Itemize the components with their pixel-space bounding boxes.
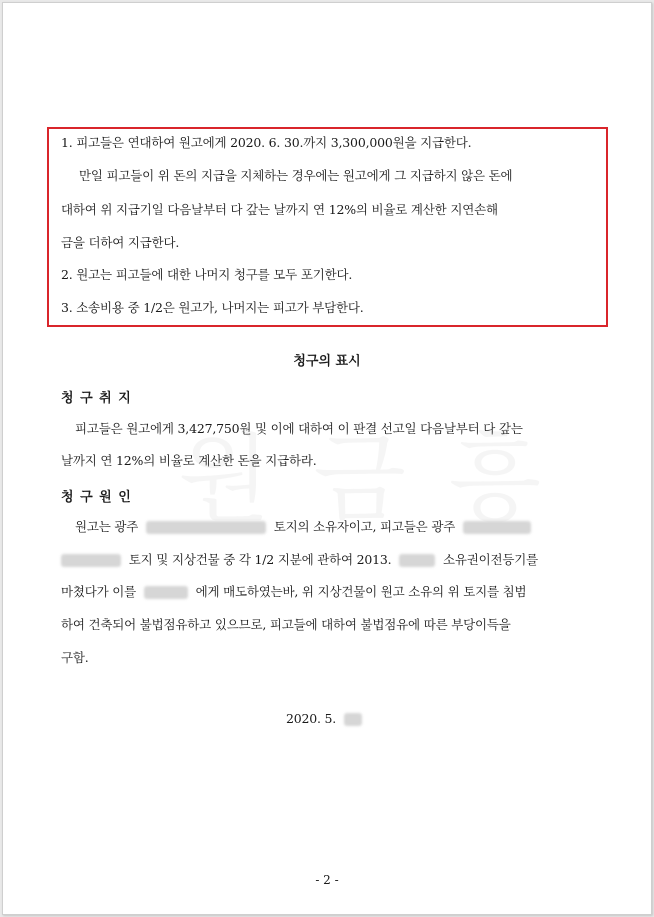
section-title: 청구의 표시	[293, 354, 361, 369]
redacted-date	[399, 554, 435, 567]
item-1-line-4: 금을 더하여 지급한다.	[61, 235, 180, 250]
claim-cause-heading: 청 구 원 인	[61, 490, 132, 505]
claim-cause-line-4: 하여 건축되어 불법점유하고 있으므로, 피고들에 대하여 불법점유에 따른 부당이득을	[61, 617, 511, 632]
document-page	[2, 2, 652, 915]
redacted-address	[463, 521, 531, 534]
item-3: 3. 소송비용 중 1/2은 원고가, 나머지는 피고가 부담한다.	[61, 300, 364, 315]
claim-cause-line-1: 원고는 광주 토지의 소유자이고, 피고들은 광주	[75, 519, 535, 535]
redacted-name	[144, 586, 188, 599]
item-1-line-1: 1. 피고들은 연대하여 원고에게 2020. 6. 30.까지 3,300,000원을 지급한다.	[61, 135, 472, 150]
claim-purpose-line-2: 날까지 연 12%의 비율로 계산한 돈을 지급하라.	[61, 453, 317, 468]
claim-cause-line-5: 구함.	[61, 650, 89, 665]
claim-cause-line-2: 토지 및 지상건물 중 각 1/2 지분에 관하여 2013. 소유권이전등기를	[61, 552, 538, 568]
claim-purpose-heading: 청 구 취 지	[61, 391, 132, 406]
claim-purpose-line-1: 피고들은 원고에게 3,427,750원 및 이에 대하여 이 판결 선고일 다음날부터 다 갚는	[75, 421, 523, 436]
highlight-box	[47, 127, 608, 327]
redacted-address	[61, 554, 121, 567]
claim-cause-line-3: 마쳤다가 이를 에게 매도하였는바, 위 지상건물이 원고 소유의 위 토지를 침범	[61, 584, 527, 599]
page-number: - 2 -	[315, 873, 339, 887]
redacted-day	[344, 713, 362, 726]
item-1-line-3: 대하여 위 지급기일 다음날부터 다 갚는 날까지 연 12%의 비율로 계산한 지연손해	[61, 202, 498, 217]
document-date: 2020. 5.	[286, 711, 366, 727]
item-1-line-2: 만일 피고들이 위 돈의 지급을 지체하는 경우에는 원고에게 그 지급하지 않은 돈에	[79, 168, 513, 183]
redacted-address	[146, 521, 266, 534]
item-2: 2. 원고는 피고들에 대한 나머지 청구를 모두 포기한다.	[61, 267, 353, 282]
